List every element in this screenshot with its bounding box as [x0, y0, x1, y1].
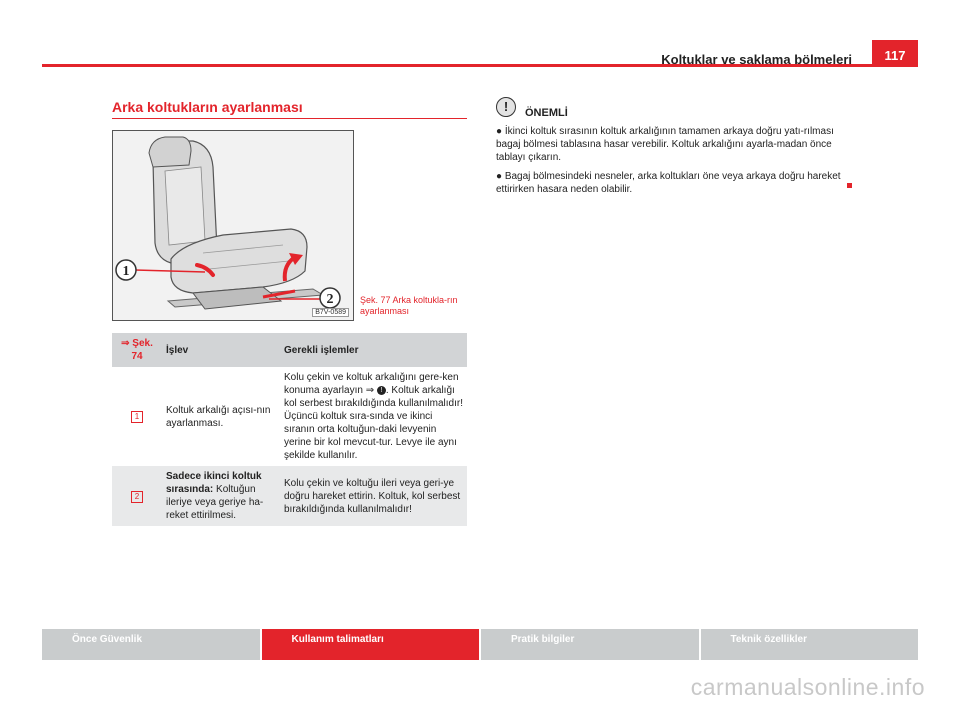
- section-title: Arka koltukların ayarlanması: [112, 99, 303, 115]
- table-header-row: [112, 333, 467, 367]
- row-action: Kolu çekin ve koltuk arkalığını gere-ken konuma ayarlayın ⇒ ! . Koltuk arkalığı kol serbest bırakıldığında kullanılmalıdır! Üçüncü koltuk sıra-sında ve ikinci sıranın orta koltuğun-daki levyenin yerine bir kol mevcut-tur. Levye ile aynı şekilde kullanılır.: [284, 372, 463, 461]
- notice-title: ÖNEMLİ: [525, 107, 568, 119]
- row-action: Kolu çekin ve koltuğu ileri veya geri-ye doğru hareket ettirin. Koltuk, kol serbest bırakıldığında kullanılmalıdır!: [284, 477, 461, 515]
- seat-illustration: [113, 131, 353, 320]
- row-function: Sadece ikinci koltuk sırasında: Koltuğun ileriye veya geriye ha-reket ettirilmesi.: [166, 471, 264, 521]
- tab-kullanim-talimatlari[interactable]: Kullanım talimatları: [262, 629, 480, 660]
- section-rule: [112, 118, 467, 119]
- notice-item: ● İkinci koltuk sırasının koltuk arkalığının tamamen arkaya doğru yatı-rılması bagaj bölmesi tablasına hasar verebilir. Koltuk arkalığını ayarla-madan önce tablayı çıkarın.: [496, 126, 834, 163]
- tab-teknik-ozellikler[interactable]: Teknik özellikler: [701, 629, 919, 660]
- col-required-actions: Gerekli işlemler: [284, 344, 359, 356]
- seat-figure: [112, 130, 354, 321]
- row-number-2: 2: [131, 491, 143, 503]
- caution-icon: !: [496, 97, 516, 117]
- col-function: İşlev: [166, 344, 189, 356]
- col-figure-ref[interactable]: ⇒ Şek. 74: [121, 338, 153, 362]
- callout-1: 1: [122, 264, 130, 279]
- tab-pratik-bilgiler[interactable]: Pratik bilgiler: [481, 629, 699, 660]
- row-number-1: 1: [131, 411, 143, 423]
- callout-2: 2: [326, 292, 334, 307]
- row-function: Koltuk arkalığı açısı-nın ayarlanması.: [166, 404, 271, 429]
- table-row: [112, 466, 467, 526]
- section-end-marker: [847, 183, 852, 188]
- table-row: [112, 367, 467, 466]
- chapter-title: Koltuklar ve saklama bölmeleri: [661, 52, 852, 67]
- tab-once-guvenlik[interactable]: Önce Güvenlik: [42, 629, 260, 660]
- notice-item: ● Bagaj bölmesindeki nesneler, arka koltukları öne veya arkaya doğru hareket ettirirken hasara neden olabilir.: [496, 171, 841, 195]
- page-number: 117: [872, 40, 918, 67]
- warning-icon[interactable]: !: [377, 386, 386, 395]
- figure-code: B7V-0589: [312, 308, 349, 317]
- operations-table: [112, 333, 467, 526]
- footer-nav: [42, 629, 918, 660]
- notice-body: [496, 125, 850, 202]
- watermark: carmanualsonline.info: [690, 674, 925, 700]
- figure-caption: Şek. 77 Arka koltukla-rın ayarlanması: [360, 295, 458, 316]
